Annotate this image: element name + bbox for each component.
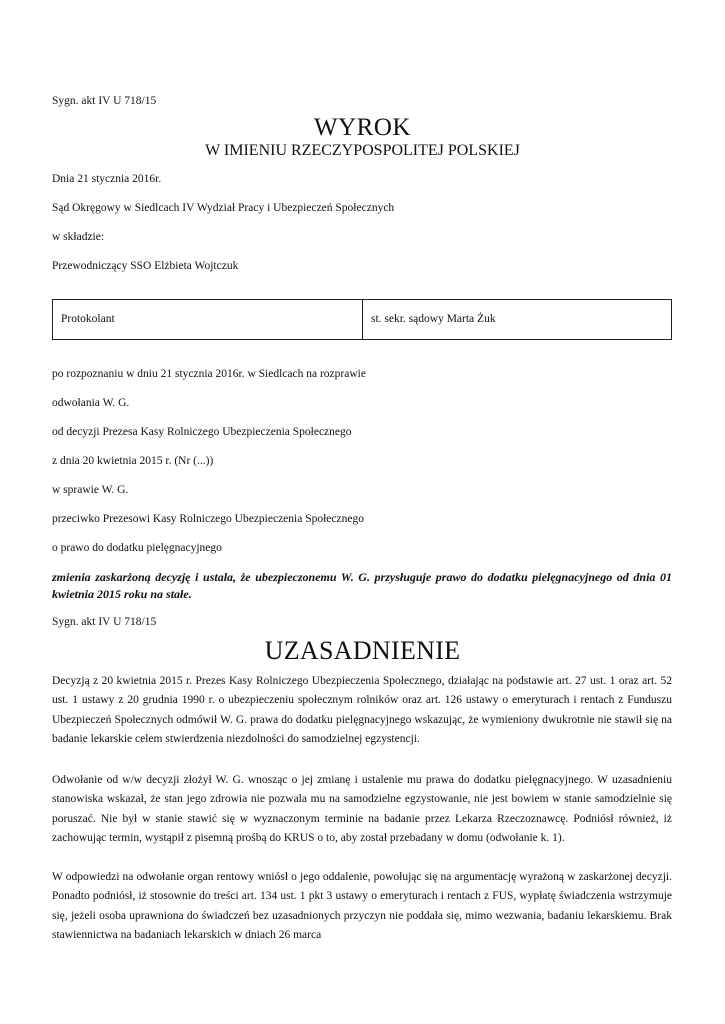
composition-label: w składzie: — [52, 231, 105, 243]
case-line-matter-of: w sprawie W. G. — [52, 484, 129, 496]
case-line-subject: o prawo do dodatku pielęgnacyjnego — [52, 542, 222, 554]
document-subtitle: W IMIENIU RZECZYPOSPOLITEJ POLSKIEJ — [205, 142, 520, 159]
justification-title: UZASADNIENIE — [264, 636, 461, 665]
protokolant-table — [52, 299, 672, 340]
protokolant-value: st. sekr. sądowy Marta Żuk — [371, 313, 496, 325]
case-line-decision-date: z dnia 20 kwietnia 2015 r. (Nr (...)) — [52, 455, 214, 467]
case-signature-justification: Sygn. akt IV U 718/15 — [52, 616, 157, 628]
judgment-date: Dnia 21 stycznia 2016r. — [52, 173, 162, 185]
justification-paragraph-3: W odpowiedzi na odwołanie organ rentowy wniósł o jego oddalenie, powołując się na argumentację wyrażoną w zaskarżonej decyzji. Ponadto podniósł, iż stosownie do treści art. 134 ust. 1 pkt 3 ustawy o emeryturach i rentach z FUS, wypłatę świadczenia wstrzymuje się, jeżeli osoba uprawniona do świadczeń bez uzasadnionych przyczyn nie poddała się, mimo wezwania, badaniu lekarskiemu. Brak stawiennictwa na badaniach lekarskich w dniach 26 marca — [52, 871, 672, 941]
presiding-judge: Przewodniczący SSO Elżbieta Wojtczuk — [52, 260, 239, 272]
court-name: Sąd Okręgowy w Siedlcach IV Wydział Pracy i Ubezpieczeń Społecznych — [52, 202, 395, 214]
case-signature-top: Sygn. akt IV U 718/15 — [52, 95, 157, 107]
case-line-hearing: po rozpoznaniu w dniu 21 stycznia 2016r. w Siedlcach na rozprawie — [52, 368, 366, 380]
verdict-text: zmienia zaskarżoną decyzję i ustala, że ubezpieczonemu W. G. przysługuje prawo do dodatku pielęgnacyjnego od dnia 01 kwietnia 2015 roku na stałe. — [52, 570, 672, 601]
protokolant-label: Protokolant — [53, 300, 363, 339]
document-title: WYROK — [314, 114, 411, 141]
case-line-appeal: odwołania W. G. — [52, 397, 130, 409]
case-line-decision-from: od decyzji Prezesa Kasy Rolniczego Ubezpieczenia Społecznego — [52, 426, 352, 438]
justification-paragraph-1: Decyzją z 20 kwietnia 2015 r. Prezes Kasy Rolniczego Ubezpieczenia Społecznego, działając na podstawie art. 27 ust. 1 oraz art. 52 ust. 1 ustawy z 20 grudnia 1990 r. o ubezpieczeniu społecznym rolników oraz art. 126 ustawy o emeryturach i rentach z Funduszu Ubezpieczeń Społecznych odmówił W. G. prawa do dodatku pielęgnacyjnego wskazując, że wymieniony dwukrotnie nie stawił się na badanie lekarskie celem stwierdzenia niezdolności do samodzielnej egzystencji. — [52, 675, 672, 745]
case-line-against: przeciwko Prezesowi Kasy Rolniczego Ubezpieczenia Społecznego — [52, 513, 364, 525]
justification-paragraph-2: Odwołanie od w/w decyzji złożył W. G. wnosząc o jej zmianę i ustalenie mu prawa do dodatku pielęgnacyjnego. W uzasadnieniu stanowiska wskazał, że stan jego zdrowia nie pozwala mu na samodzielne egzystowanie, nie jest bowiem w stanie samodzielnie się poruszać. Nie był w stanie stawić się w wyznaczonym terminie na badanie przez Lekarza Rzeczoznawcę. Podniósł również, iż zachowując termin, wystąpił z pisemną prośbą do KRUS o to, aby został przebadany w domu (odwołanie k. 1). — [52, 774, 672, 844]
